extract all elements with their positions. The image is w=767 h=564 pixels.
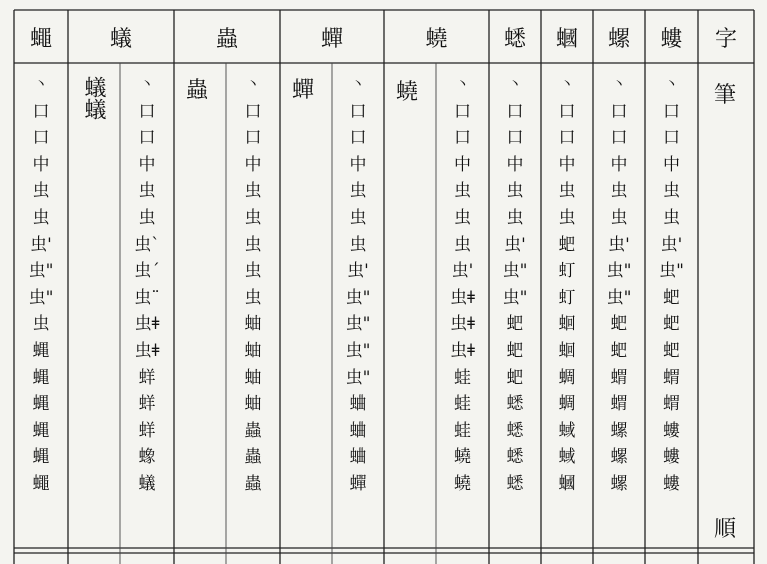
stroke-step: 螺 xyxy=(610,447,628,468)
stroke-step: 口 xyxy=(454,101,471,122)
stroke-step: 口 xyxy=(349,101,367,122)
stroke-step: 虫 xyxy=(663,207,680,228)
stroke-step: 蟲 xyxy=(244,447,262,468)
stroke-step: 虫' xyxy=(608,234,630,255)
steps-ying xyxy=(14,72,68,498)
stroke-step: 口 xyxy=(454,128,471,149)
large-char-chong: 蟲 xyxy=(186,78,209,103)
stroke-step: 虫 xyxy=(454,234,471,255)
stroke-step: 蛔 xyxy=(558,340,576,361)
stroke-step: 虫" xyxy=(345,367,371,388)
stroke-step: 丶 xyxy=(34,77,48,93)
stroke-step: 蟓 xyxy=(138,447,156,468)
stroke-step: 螺 xyxy=(610,473,628,494)
steps-nao xyxy=(436,72,489,498)
stroke-step: 虫" xyxy=(28,261,54,282)
stroke-step: 口 xyxy=(610,101,628,122)
stroke-step: 蟋 xyxy=(506,420,524,441)
stroke-step: 口 xyxy=(138,128,156,149)
stroke-step: 口 xyxy=(506,101,524,122)
stroke-step: 中 xyxy=(349,154,367,175)
stroke-step: 虫 xyxy=(32,181,50,202)
stroke-step: 丶 xyxy=(351,77,365,93)
header-chan: 蟬 xyxy=(320,26,343,52)
label-shun: 順 xyxy=(714,517,737,542)
stroke-step: 口 xyxy=(558,101,576,122)
header-luo: 螺 xyxy=(607,26,630,52)
stroke-step: 中 xyxy=(32,154,50,175)
stroke-step: 蝿 xyxy=(32,367,50,388)
header-yi: 蟻 xyxy=(109,26,132,52)
stroke-step: 虫 xyxy=(454,207,471,228)
stroke-step: 虫 xyxy=(244,234,262,255)
header-zi: 字 xyxy=(714,26,737,52)
stroke-step: 蛙 xyxy=(454,420,471,441)
stroke-step: 虫" xyxy=(606,261,632,282)
stroke-step: 中 xyxy=(244,154,262,175)
stroke-step: 蟋 xyxy=(506,473,524,494)
header-lou: 螻 xyxy=(660,26,683,52)
stroke-step: 虫 xyxy=(138,207,156,228)
stroke-step: 虫 xyxy=(32,207,50,228)
stroke-step: 丶 xyxy=(612,77,626,93)
stroke-step: 虫 xyxy=(349,181,367,202)
stroke-step: 蟻 xyxy=(138,473,156,494)
stroke-step: 虫" xyxy=(659,261,684,282)
stroke-step: 虫 xyxy=(244,261,262,282)
stroke-step: 口 xyxy=(244,101,262,122)
stroke-step: 蚆 xyxy=(506,340,524,361)
stroke-step: 虫ǂ xyxy=(134,314,160,335)
stroke-step: 虫" xyxy=(28,287,54,308)
stroke-step: 中 xyxy=(454,154,471,175)
steps-chong xyxy=(226,72,280,498)
stroke-step: 虫" xyxy=(502,287,528,308)
steps-luo xyxy=(593,72,645,498)
stroke-step: 虫 xyxy=(558,181,576,202)
stroke-step: 蟲 xyxy=(244,420,262,441)
stroke-step: 蛐 xyxy=(349,394,367,415)
steps-lou xyxy=(645,72,698,498)
large-char-nao: 蟯 xyxy=(396,80,419,105)
stroke-step: 蜮 xyxy=(558,447,576,468)
stroke-step: 虫 xyxy=(244,287,262,308)
stroke-step: 蛙 xyxy=(454,394,471,415)
stroke-step: 口 xyxy=(506,128,524,149)
stroke-step: 蛙 xyxy=(454,367,471,388)
stroke-step: 蚆 xyxy=(506,314,524,335)
stroke-step: 虫' xyxy=(347,261,369,282)
stroke-step: 蝟 xyxy=(610,394,628,415)
stroke-step: 蝿 xyxy=(32,340,50,361)
stroke-step: 蟈 xyxy=(558,473,576,494)
large-char-chan: 蟬 xyxy=(292,78,315,103)
stroke-step: 口 xyxy=(244,128,262,149)
stroke-step: 蝿 xyxy=(32,394,50,415)
stroke-step: 蛘 xyxy=(138,420,156,441)
stroke-step: 蛔 xyxy=(558,314,576,335)
stroke-step: 中 xyxy=(138,154,156,175)
stroke-step: 蟯 xyxy=(454,447,471,468)
stroke-step: 口 xyxy=(32,128,50,149)
stroke-step: 螻 xyxy=(663,447,680,468)
header-nao: 蟯 xyxy=(425,26,448,52)
stroke-step: 蝿 xyxy=(32,420,50,441)
stroke-step: 蝟 xyxy=(610,367,628,388)
stroke-step: 虫' xyxy=(504,234,526,255)
stroke-step: 口 xyxy=(663,101,680,122)
stroke-step: 螻 xyxy=(663,420,680,441)
stroke-step: 蛐 xyxy=(349,420,367,441)
stroke-step: 虫 xyxy=(558,207,576,228)
stroke-step: 蟯 xyxy=(454,473,471,494)
stroke-step: 蚰 xyxy=(244,394,262,415)
stroke-step: 口 xyxy=(138,101,156,122)
stroke-step: 中 xyxy=(558,154,576,175)
stroke-step: 口 xyxy=(610,128,628,149)
stroke-step: 口 xyxy=(32,101,50,122)
stroke-step: 虫 xyxy=(610,181,628,202)
header-xi: 蟋 xyxy=(503,26,526,52)
stroke-step: 虫' xyxy=(451,261,474,282)
stroke-step: 虫" xyxy=(502,261,528,282)
stroke-step: 螺 xyxy=(610,420,628,441)
stroke-step: 虫 xyxy=(349,234,367,255)
steps-chan xyxy=(332,72,384,498)
header-chong: 蟲 xyxy=(215,26,238,52)
stroke-step: 蚆 xyxy=(558,234,576,255)
stroke-step: 蟋 xyxy=(506,447,524,468)
stroke-step: 蟋 xyxy=(506,394,524,415)
stroke-step: 蜩 xyxy=(558,394,576,415)
stroke-step: 蝟 xyxy=(663,367,680,388)
stroke-step: 丶 xyxy=(455,77,470,93)
stroke-step: 虫 xyxy=(138,181,156,202)
stroke-step: 口 xyxy=(558,128,576,149)
stroke-step: 虫 xyxy=(349,207,367,228)
stroke-step: 虫 xyxy=(663,181,680,202)
stroke-step: 螻 xyxy=(663,473,680,494)
stroke-step: 蝟 xyxy=(663,394,680,415)
stroke-step: 虫" xyxy=(345,287,371,308)
stroke-step: 虫´ xyxy=(134,261,160,282)
stroke-step: 蚆 xyxy=(610,314,628,335)
stroke-step: 虫' xyxy=(30,234,52,255)
stroke-step: 蚰 xyxy=(244,314,262,335)
stroke-step: 蚆 xyxy=(610,340,628,361)
stroke-step: 口 xyxy=(663,128,680,149)
stroke-step: 蛘 xyxy=(138,394,156,415)
stroke-step: 中 xyxy=(610,154,628,175)
stroke-step: 丶 xyxy=(560,77,574,93)
stroke-step: 口 xyxy=(349,128,367,149)
stroke-step: 蜮 xyxy=(558,420,576,441)
stroke-step: 蚆 xyxy=(506,367,524,388)
stroke-step: 中 xyxy=(506,154,524,175)
stroke-step: 蚆 xyxy=(663,314,680,335)
stroke-step: 蚰 xyxy=(244,367,262,388)
stroke-step: 蚆 xyxy=(663,340,680,361)
stroke-step: 虫` xyxy=(134,234,160,255)
stroke-step: 虫" xyxy=(606,287,632,308)
stroke-step: 虫ǂ xyxy=(450,314,475,335)
stroke-step: 丶 xyxy=(246,77,260,93)
stroke-step: 虫" xyxy=(345,340,371,361)
stroke-step: 虫 xyxy=(32,314,50,335)
stroke-step: 虰 xyxy=(558,261,576,282)
stroke-step: 虰 xyxy=(558,287,576,308)
stroke-step: 蠅 xyxy=(32,473,50,494)
stroke-step: 虫ǂ xyxy=(134,340,160,361)
stroke-step: 蝿 xyxy=(32,447,50,468)
label-bihua: 筆 xyxy=(714,83,737,108)
stroke-step: 蛐 xyxy=(349,447,367,468)
stroke-step: 虫 xyxy=(506,181,524,202)
stroke-step: 虫 xyxy=(610,207,628,228)
stroke-step: 丶 xyxy=(508,77,522,93)
stroke-step: 中 xyxy=(663,154,680,175)
steps-yi xyxy=(120,72,174,498)
large-char-yi: 蟻蟻 xyxy=(81,76,106,120)
stroke-step: 蚰 xyxy=(244,340,262,361)
stroke-step: 虫" xyxy=(345,314,371,335)
stroke-step: 虫¨ xyxy=(134,287,160,308)
steps-xi xyxy=(489,72,541,498)
stroke-step: 虫ǂ xyxy=(450,340,475,361)
stroke-step: 虫 xyxy=(454,181,471,202)
stroke-step: 蛘 xyxy=(138,367,156,388)
stroke-step: 蟬 xyxy=(349,473,367,494)
header-ying: 蠅 xyxy=(29,26,52,52)
stroke-step: 蚆 xyxy=(663,287,680,308)
stroke-step: 虫 xyxy=(506,207,524,228)
header-guo: 蟈 xyxy=(555,26,578,52)
stroke-step: 虫 xyxy=(244,207,262,228)
stroke-step: 虫ǂ xyxy=(450,287,475,308)
stroke-step: 丶 xyxy=(140,77,154,93)
steps-guo xyxy=(541,72,593,498)
stroke-step: 丶 xyxy=(664,77,679,93)
stroke-step: 虫 xyxy=(244,181,262,202)
stroke-step: 虫' xyxy=(660,234,683,255)
stroke-step: 蟲 xyxy=(244,473,262,494)
stroke-step: 蜩 xyxy=(558,367,576,388)
